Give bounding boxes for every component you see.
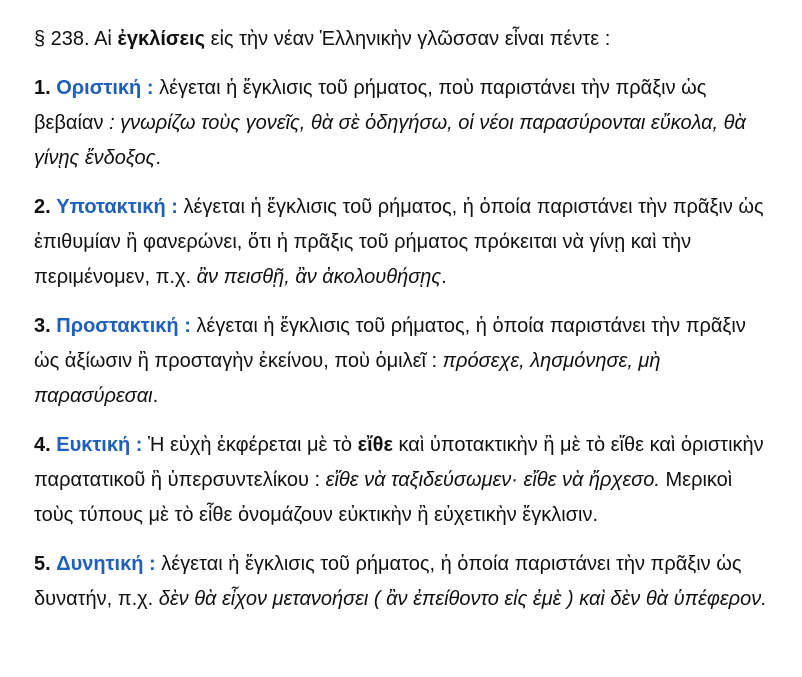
- item-number: 4.: [34, 434, 51, 456]
- term-prostaktiki: Προστακτική :: [56, 315, 191, 337]
- heading-prefix: Αἱ: [94, 28, 112, 50]
- item-number: 5.: [34, 553, 51, 575]
- heading-rest: εἰς τὴν νέαν Ἑλληνικὴν γλῶσσαν εἶναι πέντε :: [210, 28, 611, 50]
- paragraph-dynitiki: [34, 547, 768, 617]
- paragraph-efktiki: [34, 428, 768, 533]
- note-text: Μερικοὶ τοὺς τύπους μὲ τὸ εἶθε ὀνομάζουν εὐκτικὴν ἢ εὐχετικὴν ἔγκλισιν.: [34, 469, 733, 526]
- paragraph-oristiki: [34, 71, 768, 176]
- term-dynitiki: Δυνητική :: [56, 553, 156, 575]
- item-number: 1.: [34, 77, 51, 99]
- item-number: 2.: [34, 196, 51, 218]
- definition-text: λέγεται ἡ ἔγκλισις τοῦ ρήματος, ἡ ὁποία παριστάνει τὴν πρᾶξιν ὡς ἀξίωσιν ἢ προσταγὴν ἐκείνου, ποὺ ὁμιλεῖ :: [34, 315, 746, 372]
- definition-text: Ἡ εὐχὴ ἐκφέρεται μὲ τὸ: [148, 434, 353, 456]
- paragraph-ypotaktiki: [34, 190, 768, 295]
- paragraph-end: .: [152, 385, 159, 407]
- definition-text-continued: καὶ ὑποτακτικὴν ἢ μὲ τὸ εἴθε καὶ ὁριστικὴν παρατατικοῦ ἢ ὑπερσυντελίκου :: [34, 434, 764, 491]
- example-text: εἴθε νὰ ταξιδεύσωμεν· εἴθε νὰ ἤρχεσο.: [325, 469, 660, 491]
- heading-bold-word: ἐγκλίσεις: [117, 28, 205, 50]
- example-text: ἂν πεισθῇ, ἂν ἀκολουθήσῃς: [196, 266, 442, 288]
- example-text: δὲν θὰ εἶχον μετανοήσει ( ἂν ἐπείθοντο εἰς ἐμὲ ) καὶ δὲν θὰ ὑπέφερον.: [158, 588, 767, 610]
- definition-text: λέγεται ἡ ἔγκλισις τοῦ ρήματος, ποὺ παριστάνει τὴν πρᾶξιν ὡς βεβαίαν: [34, 77, 707, 134]
- bold-word-eithe: εἴθε: [357, 434, 393, 456]
- section-number: § 238.: [34, 28, 90, 50]
- term-efktiki: Ευκτική :: [56, 434, 143, 456]
- paragraph-prostaktiki: [34, 309, 768, 414]
- definition-text: λέγεται ἡ ἔγκλισις τοῦ ρήματος, ἡ ὁποία παριστάνει τὴν πρᾶξιν ὡς δυνατήν, π.χ.: [34, 553, 742, 610]
- term-oristiki: Οριστική :: [56, 77, 154, 99]
- definition-text: λέγεται ἡ ἔγκλισις τοῦ ρήματος, ἡ ὁποία παριστάνει τὴν πρᾶξιν ὡς ἐπιθυμίαν ἢ φανερώνει, ὅτι ἡ πρᾶξις τοῦ ρήματος πρόκειται νὰ γίνῃ καὶ τὴν περιμένομεν, π.χ.: [34, 196, 764, 288]
- example-text: : γνωρίζω τοὺς γονεῖς, θὰ σὲ ὁδηγήσω, οἱ νέοι παρασύρονται εὔκολα, θὰ γίνῃς ἔνδοξος: [34, 112, 746, 169]
- section-heading: [34, 22, 768, 57]
- term-ypotaktiki: Υποτακτική :: [56, 196, 178, 218]
- item-number: 3.: [34, 315, 51, 337]
- paragraph-end: .: [441, 266, 447, 288]
- example-text: πρόσεχε, λησμόνησε, μὴ παρασύρεσαι: [34, 350, 661, 407]
- paragraph-end: .: [155, 147, 161, 169]
